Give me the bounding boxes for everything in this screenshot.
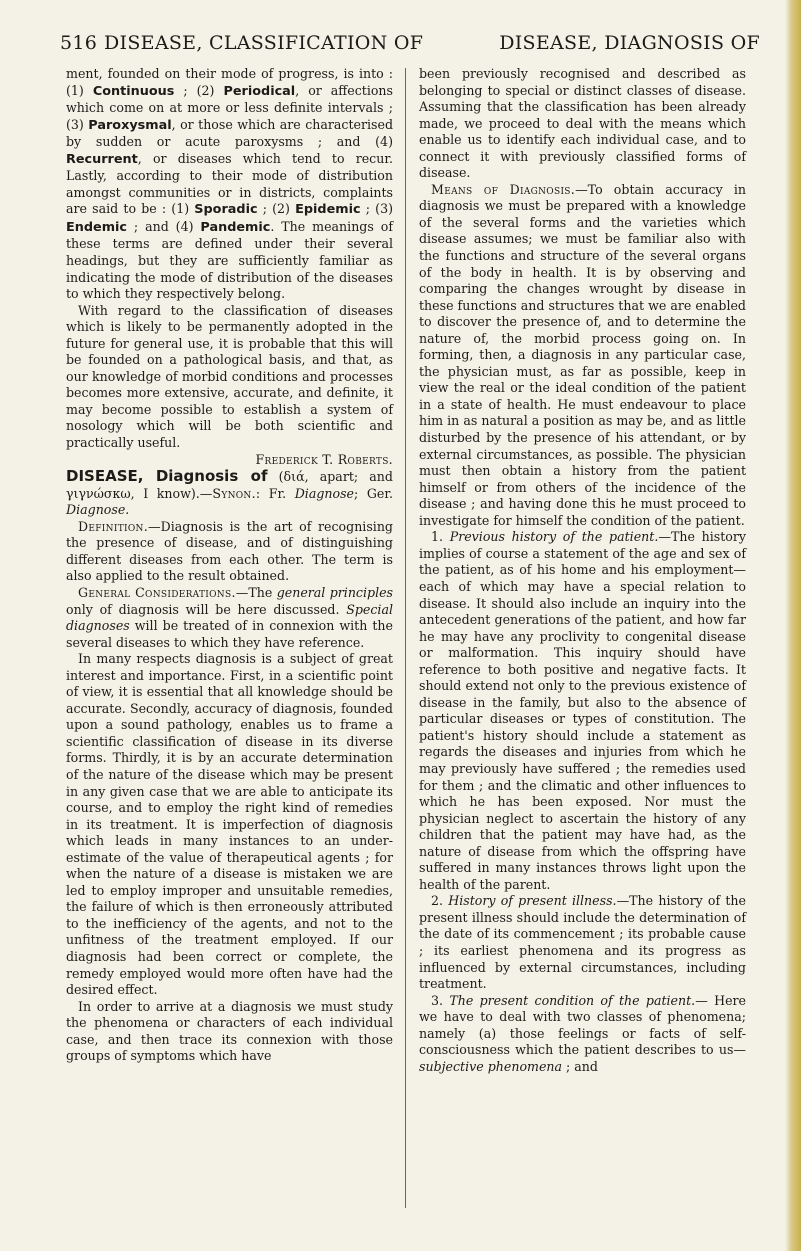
- page-edge: [785, 0, 801, 1251]
- means-of-diagnosis-paragraph: [419, 182, 746, 529]
- term-epidemic: Epidemic: [295, 202, 361, 218]
- classification-paragraph: [66, 66, 393, 303]
- right-column: [419, 66, 746, 1075]
- running-head: [60, 32, 760, 62]
- column-divider: [405, 68, 406, 1208]
- text-run: : Fr.: [255, 485, 295, 501]
- previous-history-paragraph: [419, 529, 746, 893]
- text-run: —The history implies of course a statement of the age and sex of the patient, as of his home and his employment—each of which may have a special relation to disease. It should also include an inquiry into the antecedent generations of the patient, and how far he may have any proclivity to congenital disease or malformation. This inquiry should have reference to both positive and negative facts. It should extend not only to the previous existence of disease in the family, but also to the absence of particular diseases or types of constitution. The patient's history should include a statement as regards the diseases and injuries from which he may previously have suffered ; the remedies used for them ; and the climatic and other influences to which he has been exposed. Nor must the physician neglect to ascertain the history of any children that the patient may have had, as the nature of disease from which the offspring have suffered in many instances throws light upon the health of the parent.: [419, 529, 746, 892]
- term-pandemic: Pandemic: [200, 219, 271, 235]
- article-heading: [66, 468, 393, 519]
- term-recurrent: Recurrent: [66, 151, 138, 167]
- term-continuous: Continuous: [92, 83, 175, 99]
- text-run: ; Ger.: [354, 485, 393, 501]
- left-running-title: DISEASE, CLASSIFICATION OF: [104, 32, 424, 54]
- french-term: Diagnose: [294, 485, 355, 501]
- text-run: (διά, apart; and γιγνώσκω, I know).—: [66, 469, 393, 501]
- synonym-label: Synon.: [212, 485, 256, 501]
- general-considerations-label: General Considerations.: [78, 584, 236, 600]
- emphasis: Special diagnoses: [66, 601, 393, 634]
- means-of-diagnosis-label: Means of Diagnosis.: [431, 181, 576, 197]
- text-run: —The: [235, 584, 277, 600]
- right-running-title: DISEASE, DIAGNOSIS OF: [499, 32, 760, 54]
- text-run: only of diagnosis will be here discussed.: [66, 601, 347, 617]
- term-paroxysmal: Paroxysmal: [88, 117, 172, 133]
- text-run: ; and: [562, 1058, 598, 1074]
- text-run: ; and (4): [127, 218, 201, 234]
- text-run: . The meanings of these terms are defined under their several headings, but they are sufficiently familiar as indicating the mode of distribution of the diseases to which they respectively belong.: [66, 218, 393, 302]
- term-periodical: Periodical: [223, 83, 296, 99]
- importance-paragraph: In many respects diagnosis is a subject of great interest and importance. First, in a scientific point of view, it is essential that all knowledge should be accurate. Secondly, accuracy of diagnosis, founded upon a sound pathology, enables us to frame a scientific classification of disease in its diverse forms. Thirdly, it is by an accurate determination of the nature of the disease which may be present in any given case that we are able to anticipate its course, and to employ the right kind of remedies in its treatment. It is imperfection of diagnosis which leads in many instances to an under-estimate of the value of therapeutical agents ; for when the nature of a disease is mistaken we are led to employ improper and unsuitable remedies, the failure of which is then erroneously attributed to the inefficiency of the agents, and not to the unfitness of the treatment employed. If our diagnosis had been correct or complete, the remedy employed would more often have had the desired effect.: [66, 651, 393, 998]
- general-considerations-paragraph: [66, 585, 393, 651]
- item-number: 2.: [431, 893, 449, 909]
- present-illness-paragraph: [419, 893, 746, 992]
- definition-label: Definition.: [78, 518, 149, 534]
- term-endemic: Endemic: [66, 219, 127, 235]
- present-condition-paragraph: [419, 993, 746, 1076]
- text-run: — Here we have to deal with two classes of phenomena; namely (a) those feelings or facts of self-consciousness which the patient describes to us—: [419, 992, 746, 1058]
- left-column: [66, 66, 393, 1065]
- item-title: The present condition of the patient.: [449, 992, 696, 1008]
- german-term: Diagnose.: [66, 502, 130, 518]
- text-run: —To obtain accuracy in diagnosis we must be prepared with a knowledge of the several forms and the varieties which disease assumes; we must be familiar also with the functions and structure of the several organs of the body in health. It is by observing and comparing the changes wrought by disease in these functions and structures that we are enabled to discover the presence of, and to determine the nature of, the morbid process going on. In forming, then, a diagnosis in any particular case, the physician must, as far as possible, keep in view the real or the ideal condition of the patient in a state of health. He must endeavour to place him in as natural a position as may be, and as little disturbed by the presence of his attendant, or by external circumstances, as possible. The physician must then obtain a history from the patient himself or from others of the incidence of the disease ; and having done this he must proceed to investigate for himself the condition of the patient.: [419, 181, 746, 528]
- author-signature: Frederick T. Roberts.: [255, 451, 393, 467]
- text-run: ; (2): [257, 201, 296, 217]
- item-title: Previous history of the patient.: [449, 529, 659, 545]
- text-run: , or diseases which tend to recur. Lastly, according to their mode of distribution amongst communities or in districts, complaints are said to be : (1): [66, 150, 393, 217]
- emphasis: general principles: [276, 584, 394, 600]
- text-run: ; (2): [174, 82, 224, 98]
- item-number: 3.: [431, 992, 450, 1008]
- text-run: —Diagnosis is the art of recognising the presence of disease, and of distinguishing different diseases from each other. The term is also applied to the result obtained.: [66, 518, 393, 584]
- definition-paragraph: [66, 519, 393, 585]
- text-run: ; (3): [360, 201, 393, 217]
- continuation-paragraph: been previously recognised and described as belonging to special or distinct classes of disease. Assuming that the classification has been already made, we proceed to deal with the means which enable us to identify each individual case, and to connect it with previously classified forms of disease.: [419, 66, 746, 181]
- item-number: 1.: [431, 529, 450, 545]
- text-run: , or affections which come on at more or less definite intervals ; (3): [66, 82, 394, 132]
- page-number: 516: [60, 32, 98, 54]
- method-paragraph: In order to arrive at a diagnosis we must study the phenomena or characters of each individual case, and then trace its connexion with those groups of symptoms which have: [66, 998, 393, 1064]
- emphasis: subjective phenomena: [419, 1058, 563, 1074]
- future-classification-paragraph: With regard to the classification of diseases which is likely to be permanently adopted in the future for general use, it is probable that this will be founded on a pathological basis, and that, as our knowledge of morbid conditions and processes becomes more extensive, accurate, and definite, it may become possible to establish a system of nosology which will be both scientific and practically useful.: [66, 302, 393, 451]
- article-title: DISEASE, Diagnosis of: [66, 467, 268, 486]
- item-title: History of present illness.: [448, 893, 617, 909]
- text-run: —The history of the present illness should include the determination of the date of its commencement ; its probable cause ; its earliest phenomena and its progress as influenced by external circumstances, including treatment.: [419, 893, 746, 992]
- text-run: , or those which are characterised by sudden or acute paroxysms ; and (4): [66, 116, 394, 150]
- text-run: ment, founded on their mode of progress, is into : (1): [66, 66, 393, 98]
- text-run: will be treated of in connexion with the several diseases to which they have reference.: [66, 618, 393, 650]
- term-sporadic: Sporadic: [194, 202, 258, 218]
